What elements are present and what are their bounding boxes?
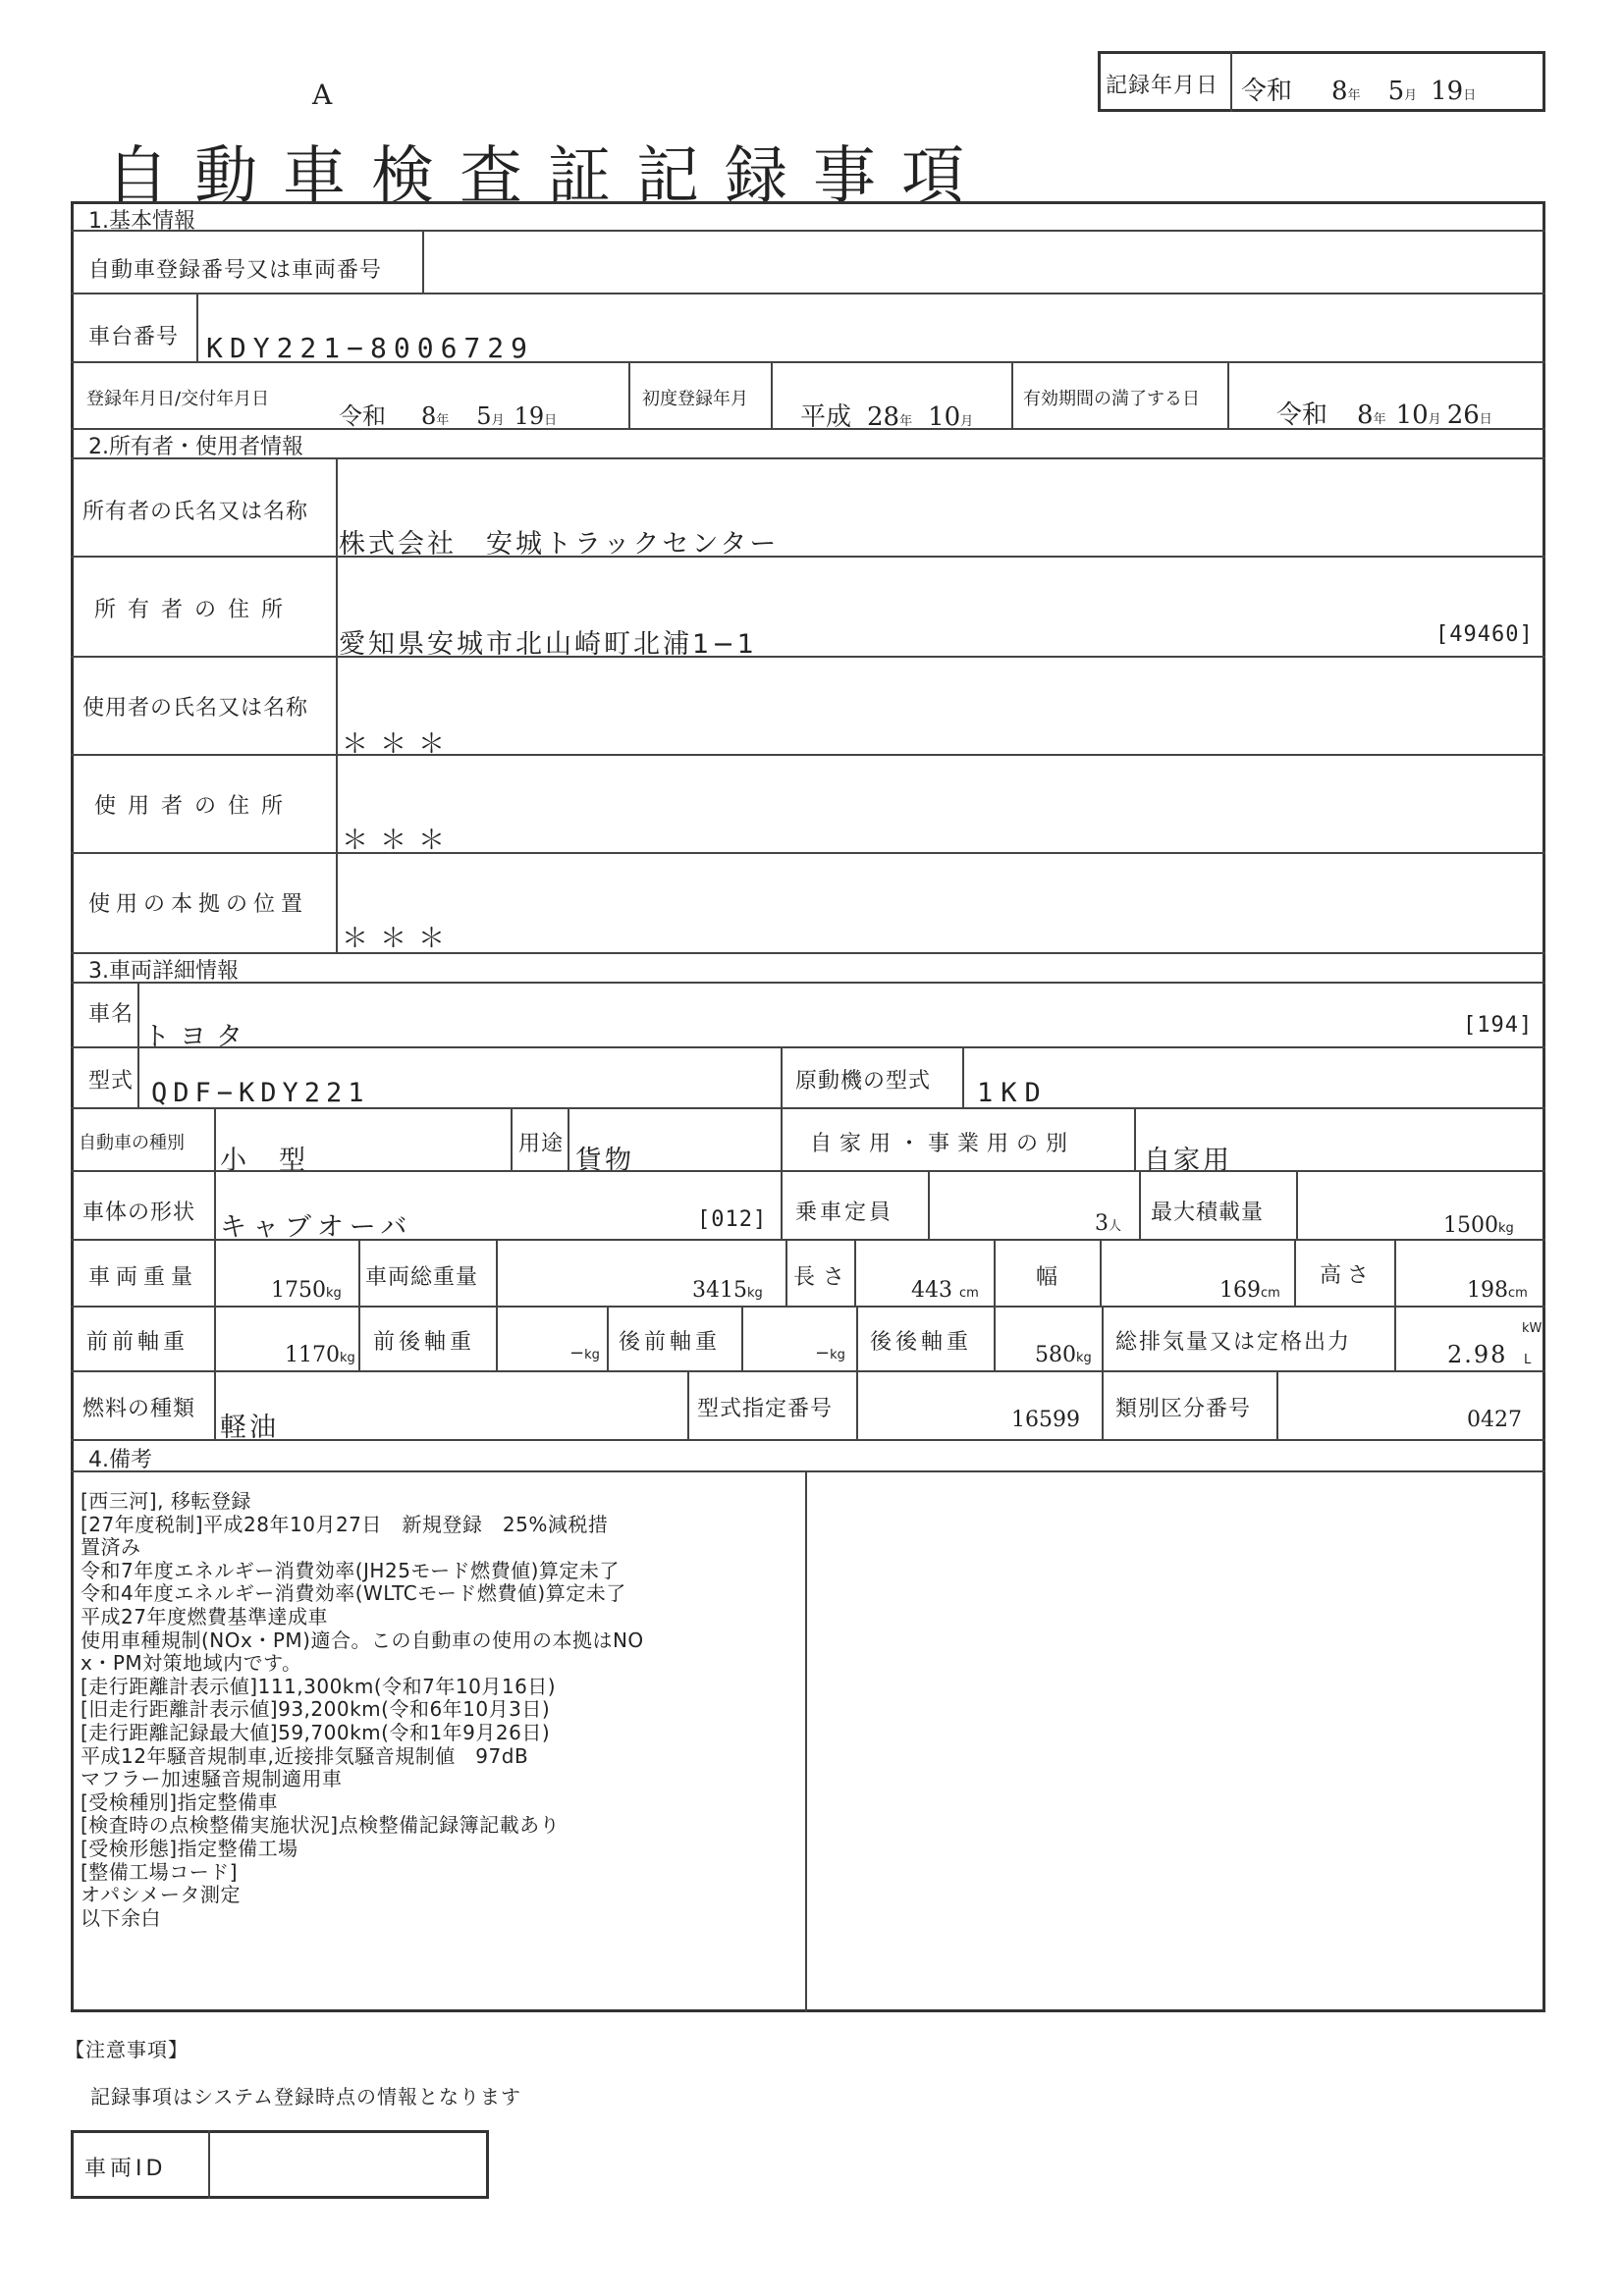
use-label: 用途 bbox=[518, 1132, 565, 1156]
ff-value: 1170kg bbox=[285, 1343, 355, 1367]
rf-label: 後前軸重 bbox=[619, 1330, 722, 1355]
maxload-value: 1500kg bbox=[1443, 1213, 1514, 1238]
user-name-value: ＊＊＊ bbox=[342, 729, 457, 760]
gross-label: 車両総重量 bbox=[365, 1265, 479, 1290]
user-addr-value: ＊＊＊ bbox=[342, 826, 457, 856]
capacity-value: 3人 bbox=[1095, 1211, 1122, 1236]
remark-line: 平成12年騒音規制車,近接排気騒音規制値 97dB bbox=[81, 1743, 529, 1768]
car-name-label: 車名 bbox=[88, 1002, 135, 1027]
disp-value: 2.98 bbox=[1447, 1341, 1508, 1368]
biz-value: 自家用 bbox=[1144, 1146, 1232, 1176]
section2-title: 2.所有者・使用者情報 bbox=[88, 435, 303, 459]
type-no-value: 16599 bbox=[1011, 1408, 1080, 1432]
width-value: 169cm bbox=[1219, 1278, 1280, 1303]
base-value: ＊＊＊ bbox=[342, 924, 457, 954]
owner-name-label: 所有者の氏名又は名称 bbox=[82, 500, 309, 524]
owner-addr-code: [49460] bbox=[1435, 622, 1534, 647]
notes-title: 【注意事項】 bbox=[65, 2038, 189, 2061]
length-label: 長さ bbox=[793, 1265, 853, 1290]
notes-text: 記録事項はシステム登録時点の情報となります bbox=[90, 2085, 521, 2109]
length-value: 443 cm bbox=[911, 1278, 979, 1303]
fuel-value: 軽油 bbox=[220, 1413, 279, 1443]
rr-label: 後後軸重 bbox=[870, 1330, 973, 1355]
model-label: 型式 bbox=[88, 1069, 135, 1094]
kind-value: 小 型 bbox=[220, 1146, 308, 1176]
fr-label: 前後軸重 bbox=[373, 1330, 476, 1355]
remark-line: マフラー加速騒音規制適用車 bbox=[81, 1767, 343, 1791]
fr-value: −kg bbox=[569, 1343, 600, 1363]
copy-mark: A bbox=[312, 79, 333, 111]
height-value: 198cm bbox=[1467, 1278, 1528, 1303]
remark-line: [検査時の点検整備実施状況]点検整備記録簿記載あり bbox=[81, 1813, 561, 1838]
remark-line: オパシメータ測定 bbox=[81, 1883, 241, 1907]
remark-line: 使用車種規制(NOx・PM)適合。この自動車の使用の本拠はNO bbox=[81, 1628, 644, 1652]
kind-label: 自動車の種別 bbox=[79, 1133, 185, 1153]
remark-line: [旧走行距離計表示値]93,200km(令和6年10月3日) bbox=[81, 1697, 551, 1722]
remark-line: [走行距離記録最大値]59,700km(令和1年9月26日) bbox=[81, 1720, 551, 1744]
disp-unit-top: kW bbox=[1522, 1321, 1543, 1336]
user-addr-label: 使用者の住所 bbox=[94, 794, 296, 819]
remarks bbox=[81, 1490, 807, 1930]
remark-line: [27年度税制]平成28年10月27日 新規登録 25%減税措 bbox=[81, 1512, 609, 1536]
section1-title: 1.基本情報 bbox=[88, 209, 195, 234]
remark-line: [受検形態]指定整備工場 bbox=[81, 1836, 298, 1860]
remark-line: x・PM対策地域内です。 bbox=[81, 1651, 302, 1676]
owner-name-value: 株式会社 安城トラックセンター bbox=[339, 529, 780, 560]
remark-line: [整備工場コード] bbox=[81, 1859, 239, 1884]
engine-value: 1KD bbox=[977, 1078, 1049, 1108]
chassis-label: 車台番号 bbox=[88, 325, 180, 349]
section3-title: 3.車両詳細情報 bbox=[88, 959, 239, 984]
body-value: キャブオーバ bbox=[220, 1212, 413, 1243]
user-name-label: 使用者の氏名又は名称 bbox=[82, 696, 309, 721]
base-label: 使用の本拠の位置 bbox=[88, 892, 309, 917]
model-value: QDF−KDY221 bbox=[151, 1078, 370, 1108]
width-label: 幅 bbox=[1036, 1265, 1059, 1290]
expiry-label: 有効期間の満了する日 bbox=[1023, 389, 1200, 409]
body-label: 車体の形状 bbox=[82, 1201, 196, 1225]
use-value: 貨物 bbox=[575, 1146, 634, 1176]
reg-date-label: 登録年月日/交付年月日 bbox=[86, 389, 270, 409]
capacity-label: 乗車定員 bbox=[795, 1201, 894, 1225]
maxload-label: 最大積載量 bbox=[1151, 1201, 1265, 1225]
weight-value: 1750kg bbox=[271, 1278, 342, 1303]
remark-line: 令和4年度エネルギー消費効率(WLTCモード燃費値)算定未了 bbox=[81, 1581, 626, 1606]
car-name-code: [194] bbox=[1463, 1013, 1534, 1038]
biz-label: 自家用・事業用の別 bbox=[810, 1132, 1076, 1156]
record-date-label: 記録年月日 bbox=[1106, 74, 1219, 98]
section4-title: 4.備考 bbox=[88, 1448, 152, 1472]
remark-line: 令和7年度エネルギー消費効率(JH25モード燃費値)算定未了 bbox=[81, 1558, 620, 1582]
height-label: 高さ bbox=[1320, 1263, 1376, 1288]
reg-date-value: 令和 8年 5月 19日 bbox=[339, 402, 558, 430]
remark-line: [受検種別]指定整備車 bbox=[81, 1789, 279, 1814]
reg-no-label: 自動車登録番号又は車両番号 bbox=[88, 258, 383, 283]
chassis-value: KDY221−8006729 bbox=[206, 332, 535, 364]
first-reg-label: 初度登録年月 bbox=[642, 389, 748, 409]
engine-label: 原動機の型式 bbox=[795, 1069, 932, 1094]
body-code: [012] bbox=[697, 1207, 768, 1232]
gross-value: 3415kg bbox=[692, 1278, 763, 1303]
owner-addr-value: 愛知県安城市北山崎町北浦1−1 bbox=[339, 629, 757, 660]
weight-label: 車両重量 bbox=[88, 1265, 199, 1290]
rf-value: −kg bbox=[815, 1343, 845, 1363]
expiry-value: 令和 8年 10月 26日 bbox=[1276, 400, 1492, 430]
class-no-label: 類別区分番号 bbox=[1115, 1397, 1252, 1421]
fuel-label: 燃料の種類 bbox=[82, 1397, 196, 1421]
record-date-value: 令和 8年 5月 19日 bbox=[1241, 77, 1477, 106]
disp-label: 総排気量又は定格出力 bbox=[1115, 1330, 1352, 1355]
remark-line: 平成27年度燃費基準達成車 bbox=[81, 1604, 328, 1629]
type-no-label: 型式指定番号 bbox=[697, 1397, 834, 1421]
ff-label: 前前軸重 bbox=[86, 1330, 189, 1355]
rr-value: 580kg bbox=[1035, 1343, 1092, 1367]
vehicle-id-label: 車両ID bbox=[84, 2157, 167, 2181]
remark-line: [走行距離計表示値]111,300km(令和7年10月16日) bbox=[81, 1674, 557, 1698]
remark-line: [西三河], 移転登録 bbox=[81, 1489, 251, 1513]
page-title: 自動車検査証記録事項 bbox=[106, 140, 990, 213]
car-name-value: トヨタ bbox=[143, 1022, 252, 1052]
disp-unit-bottom: L bbox=[1524, 1353, 1532, 1367]
owner-addr-label: 所有者の住所 bbox=[94, 598, 296, 622]
first-reg-value: 平成 28年 10月 bbox=[800, 402, 974, 432]
class-no-value: 0427 bbox=[1467, 1408, 1522, 1432]
remark-line: 置済み bbox=[81, 1535, 141, 1560]
remark-line: 以下余白 bbox=[81, 1905, 161, 1930]
